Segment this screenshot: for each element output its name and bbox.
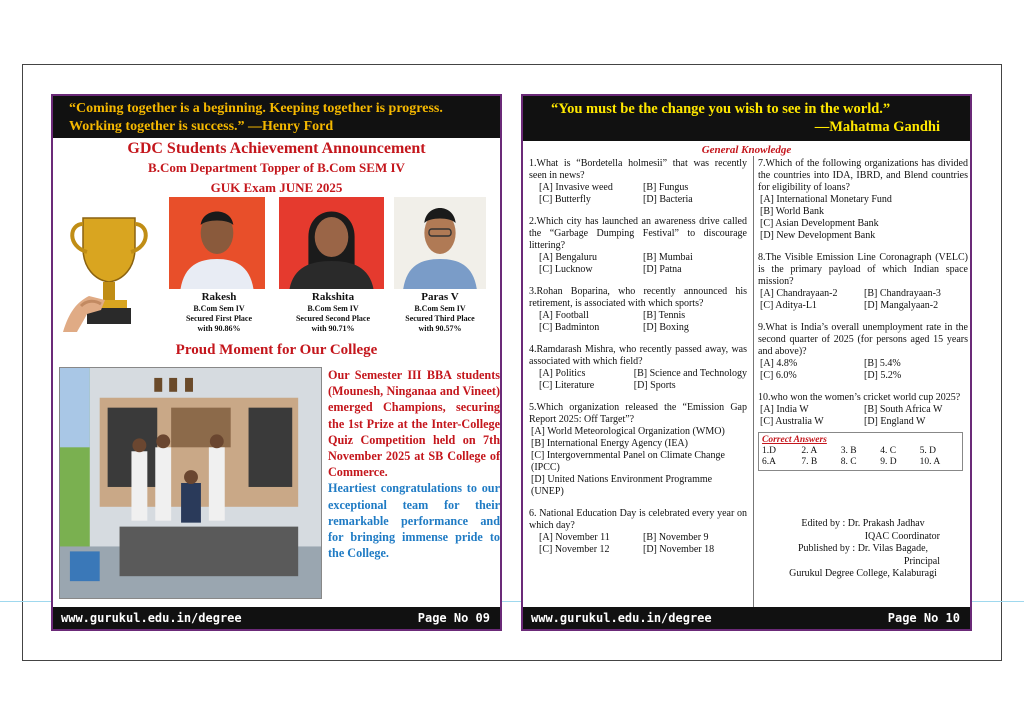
answer-option: [D] Patna <box>643 264 682 275</box>
question-text: 10.who won the women’s cricket world cup 2025? <box>758 392 961 403</box>
student-sem: B.Com Sem IV <box>307 304 359 313</box>
answer-option: [D] New Development Bank <box>760 230 876 241</box>
student-score: with 90.71% <box>311 324 355 333</box>
question-text: 1.What is “Bordetella holmesii” that was recently seen in news? <box>529 158 747 181</box>
question-text: 3.Rohan Boparina, who recently announced his retirement, is associated with which sports? <box>529 286 747 309</box>
question-text: 5.Which organization released the “Emission Gap Report 2025: Off Target”? <box>529 402 747 425</box>
quiz-question <box>529 344 747 392</box>
quiz-question <box>758 252 968 312</box>
page-footer <box>523 607 970 629</box>
student-caption-1 <box>169 291 269 334</box>
answer-option: [D] United Nations Environment Programme (UNEP) <box>531 474 713 497</box>
quiz-news-text <box>328 367 500 561</box>
quote-author: —Mahatma Gandhi <box>814 119 940 135</box>
answer-option: [C] Badminton <box>539 322 600 333</box>
quiz-question <box>529 508 747 556</box>
answer-option: [C] Asian Development Bank <box>760 218 879 229</box>
answer-key-item: 4. C <box>880 446 897 456</box>
answer-option: [D] England W <box>864 416 926 427</box>
quote-banner <box>523 96 970 141</box>
question-text: 2.Which city has launched an awareness drive called the “Garbage Dumping Festival” to discourage littering? <box>529 216 747 251</box>
answer-option: [C] Literature <box>539 380 595 391</box>
answer-option: [A] World Meteorological Organization (WMO) <box>531 426 725 437</box>
quiz-question <box>529 158 747 206</box>
student-place: Secured Third Place <box>405 314 475 323</box>
answer-option: [C] 6.0% <box>760 370 797 381</box>
student-caption-3 <box>391 291 489 334</box>
student-name: Rakshita <box>311 291 355 303</box>
answer-option: [B] Fungus <box>643 182 689 193</box>
answer-key-item: 7. B <box>801 457 818 467</box>
exam-label: GUK Exam JUNE 2025 <box>210 180 343 195</box>
answer-option: [B] Chandrayaan-3 <box>864 288 941 299</box>
quiz-question <box>758 392 968 428</box>
answer-key-box <box>758 432 963 471</box>
answer-option: [A] Invasive weed <box>539 182 613 193</box>
answer-option: [C] Australia W <box>760 416 824 427</box>
quiz-question <box>529 216 747 276</box>
column-divider <box>753 156 754 608</box>
quiz-column-left <box>529 158 747 566</box>
student-place: Secured First Place <box>185 314 253 323</box>
student-sem: B.Com Sem IV <box>414 304 466 313</box>
question-text: 6. National Education Day is celebrated every year on which day? <box>529 508 747 531</box>
answer-option: [B] November 9 <box>643 532 709 543</box>
answer-key-item: 10. A <box>919 457 941 467</box>
answer-option: [C] November 12 <box>539 544 610 555</box>
answer-option: [D] November 18 <box>643 544 715 555</box>
answer-option: [B] Tennis <box>643 310 686 321</box>
answer-option: [A] Politics <box>539 368 586 379</box>
quiz-question <box>529 402 747 498</box>
student-place: Secured Second Place <box>295 314 371 323</box>
answer-option: [A] Bengaluru <box>539 252 598 263</box>
answer-key-item: 1.D <box>762 446 776 456</box>
answer-option: [B] Mumbai <box>643 252 693 263</box>
answer-key-item: 2. A <box>801 446 818 456</box>
answer-option: [A] India W <box>760 404 809 415</box>
quiz-winners-photo <box>59 367 322 599</box>
answer-option: [B] South Africa W <box>864 404 943 415</box>
quiz-champions-paragraph: Our Semester III BBA students (Mounesh, Ninganaa and Vineet) emerged Champions, securing the 1st Prize at the Inter-College Quiz Competition held on 7th November 2025 at SB College of Commerce. <box>328 368 500 480</box>
student-name: Rakesh <box>201 291 237 303</box>
page-09 <box>51 94 502 631</box>
editorial-credits <box>758 518 968 581</box>
editor-role: IQAC Coordinator <box>864 530 940 542</box>
announcement-title: GDC Students Achievement Announcement <box>127 140 426 157</box>
footer-url: www.gurukul.edu.in/degree <box>531 611 712 625</box>
answer-key-item: 6.A <box>762 457 776 467</box>
question-text: 7.Which of the following organizations has divided the countries into IDA, IBRD, and Blend countries for eligibility of loans? <box>758 158 968 193</box>
answer-option: [C] Lucknow <box>539 264 593 275</box>
quote-banner <box>53 96 500 138</box>
student-sem: B.Com Sem IV <box>193 304 245 313</box>
quiz-question <box>758 322 968 382</box>
answer-option: [C] Aditya-L1 <box>760 300 817 311</box>
page-footer <box>53 607 500 629</box>
answer-option: [A] 4.8% <box>760 358 798 369</box>
publisher-role: Principal <box>903 555 940 567</box>
quiz-question <box>529 286 747 334</box>
proud-moment-heading: Proud Moment for Our College <box>175 342 378 358</box>
student-score: with 90.57% <box>418 324 462 333</box>
answer-key-item: 8. C <box>840 457 857 467</box>
page-10 <box>521 94 972 631</box>
quiz-question <box>758 158 968 242</box>
answer-option: [C] Intergovernmental Panel on Climate Change (IPCC) <box>531 450 725 473</box>
publisher-line: Published by : Dr. Vilas Bagade, <box>797 543 929 554</box>
student-caption-2 <box>279 291 387 334</box>
answer-option: [B] World Bank <box>760 206 825 217</box>
answer-key-item: 5. D <box>919 446 936 456</box>
student-name: Paras V <box>421 291 459 303</box>
page-number: Page No 09 <box>417 611 490 625</box>
answer-option: [B] International Energy Agency (IEA) <box>531 438 688 449</box>
footer-url: www.gurukul.edu.in/degree <box>61 611 242 625</box>
answer-option: [D] 5.2% <box>864 370 902 381</box>
answer-option: [A] Chandrayaan-2 <box>760 288 838 299</box>
answer-option: [D] Bacteria <box>643 194 693 205</box>
answer-option: [A] International Monetary Fund <box>760 194 892 205</box>
answer-key-item: 3. B <box>840 446 857 456</box>
student-photo-rakshita <box>279 197 384 289</box>
question-text: 8.The Visible Emission Line Coronagraph (VELC) is the primary payload of which Indian space mission? <box>758 252 968 287</box>
college-name: Gurukul Degree College, Kalaburagi <box>789 568 937 579</box>
gandhi-quote: “You must be the change you wish to see in the world.” <box>551 101 891 117</box>
answer-option: [A] Football <box>539 310 589 321</box>
answer-option: [D] Boxing <box>643 322 689 333</box>
congratulations-paragraph: Heartiest congratulations to our exceptional team for their remarkable performance and for bringing immense pride to the College. <box>328 481 500 561</box>
student-score: with 90.86% <box>197 324 241 333</box>
quiz-column-right <box>758 158 968 471</box>
answer-option: [D] Mangalyaan-2 <box>864 300 939 311</box>
answer-option: [C] Butterfly <box>539 194 591 205</box>
henry-ford-quote: “Coming together is a beginning. Keeping together is progress. Working together is success.” —Henry Ford <box>69 101 443 134</box>
answer-key-item: 9. D <box>880 457 897 467</box>
answer-option: [A] November 11 <box>539 532 610 543</box>
student-photo-rakesh <box>169 197 265 289</box>
editor-line: Edited by : Dr. Prakash Jadhav <box>801 518 925 529</box>
question-text: 4.Ramdarash Mishra, who recently passed away, was associated with which field? <box>529 344 747 367</box>
answer-option: [B] Science and Technology <box>633 368 747 379</box>
answer-option: [B] 5.4% <box>864 358 901 369</box>
question-text: 9.What is India’s overall unemployment rate in the second quarter of 2025 (for persons aged 15 years and above)? <box>758 322 968 357</box>
general-knowledge-title: General Knowledge <box>701 144 792 156</box>
answer-key-title: Correct Answers <box>762 435 827 445</box>
trophy-icon <box>63 208 155 332</box>
student-photo-paras <box>394 197 486 289</box>
page-number: Page No 10 <box>887 611 960 625</box>
announcement-subtitle: B.Com Department Topper of B.Com SEM IV <box>148 160 405 175</box>
answer-option: [D] Sports <box>633 380 676 391</box>
